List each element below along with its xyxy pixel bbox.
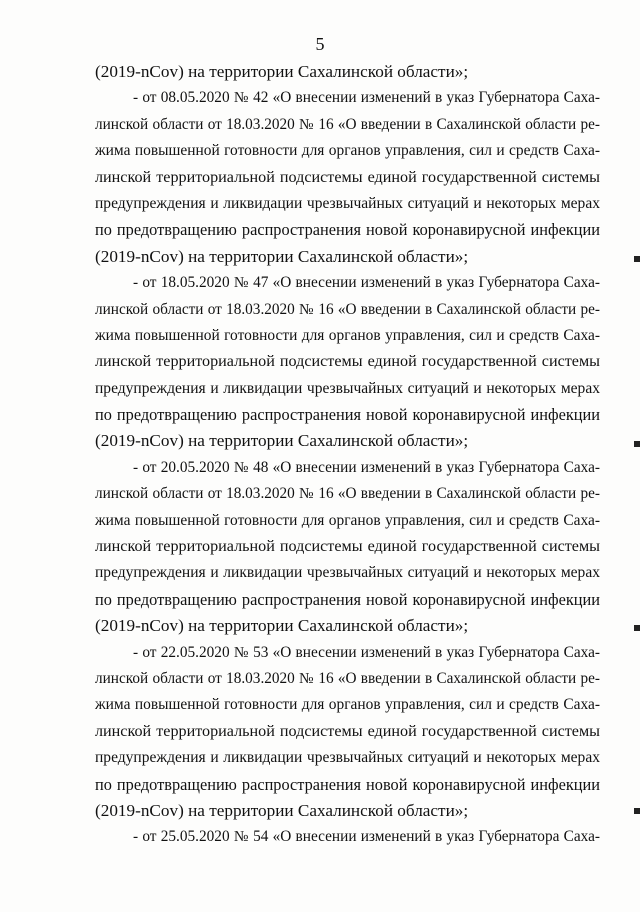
text-line: (2019-nCov) на территории Сахалинской области»; [95, 616, 469, 636]
body-text [95, 62, 600, 854]
text-line: жима повышенной готовности для органов управления, сил и средств Саха- [95, 326, 600, 344]
text-line: (2019-nCov) на территории Сахалинской области»; [95, 62, 469, 81]
text-line: по предотвращению распространения новой коронавирусной инфекции [95, 774, 600, 794]
scan-edge-mark [634, 625, 640, 631]
text-line: жима повышенной готовности для органов управления, сил и средств Саха- [95, 142, 600, 160]
text-line: линской территориальной подсистемы единой государственной системы [95, 538, 600, 556]
text-line: по предотвращению распространения новой коронавирусной инфекции [95, 405, 600, 425]
text-line: линской области от 18.03.2020 № 16 «О введении в Сахалинской области ре- [95, 669, 600, 687]
text-line: - от 20.05.2020 № 48 «О внесении изменений в указ Губернатора Саха- [133, 458, 600, 476]
text-line: - от 18.05.2020 № 47 «О внесении изменений в указ Губернатора Саха- [133, 274, 600, 292]
text-line: по предотвращению распространения новой коронавирусной инфекции [95, 589, 600, 609]
text-line: предупреждения и ликвидации чрезвычайных ситуаций и некоторых мерах [95, 194, 600, 212]
text-line: жима повышенной готовности для органов управления, сил и средств Саха- [95, 696, 600, 714]
text-line: - от 25.05.2020 № 54 «О внесении изменений в указ Губернатора Саха- [133, 828, 600, 846]
text-line: (2019-nCov) на территории Сахалинской области»; [95, 246, 469, 266]
scan-edge-mark [634, 808, 640, 814]
text-line: предупреждения и ликвидации чрезвычайных ситуаций и некоторых мерах [95, 564, 600, 582]
text-line: - от 22.05.2020 № 53 «О внесении изменений в указ Губернатора Саха- [133, 643, 600, 661]
scan-edge-mark [634, 256, 640, 262]
text-line: (2019-nCov) на территории Сахалинской области»; [95, 431, 469, 451]
text-line: - от 08.05.2020 № 42 «О внесении изменений в указ Губернатора Саха- [133, 89, 600, 107]
text-line: линской территориальной подсистемы единой государственной системы [95, 168, 600, 186]
text-line: предупреждения и ликвидации чрезвычайных ситуаций и некоторых мерах [95, 749, 600, 767]
text-line: (2019-nCov) на территории Сахалинской области»; [95, 800, 469, 820]
text-line: линской области от 18.03.2020 № 16 «О введении в Сахалинской области ре- [95, 300, 600, 318]
text-line: линской территориальной подсистемы единой государственной системы [95, 722, 600, 740]
text-line: по предотвращению распространения новой коронавирусной инфекции [95, 220, 600, 240]
text-line: линской области от 18.03.2020 № 16 «О введении в Сахалинской области ре- [95, 115, 600, 133]
scan-edge-mark [634, 441, 640, 447]
text-line: линской территориальной подсистемы единой государственной системы [95, 353, 600, 371]
page-number: 5 [315, 34, 325, 54]
text-line: предупреждения и ликвидации чрезвычайных ситуаций и некоторых мерах [95, 379, 600, 397]
text-line: жима повышенной готовности для органов управления, сил и средств Саха- [95, 511, 600, 529]
text-line: линской области от 18.03.2020 № 16 «О введении в Сахалинской области ре- [95, 485, 600, 503]
